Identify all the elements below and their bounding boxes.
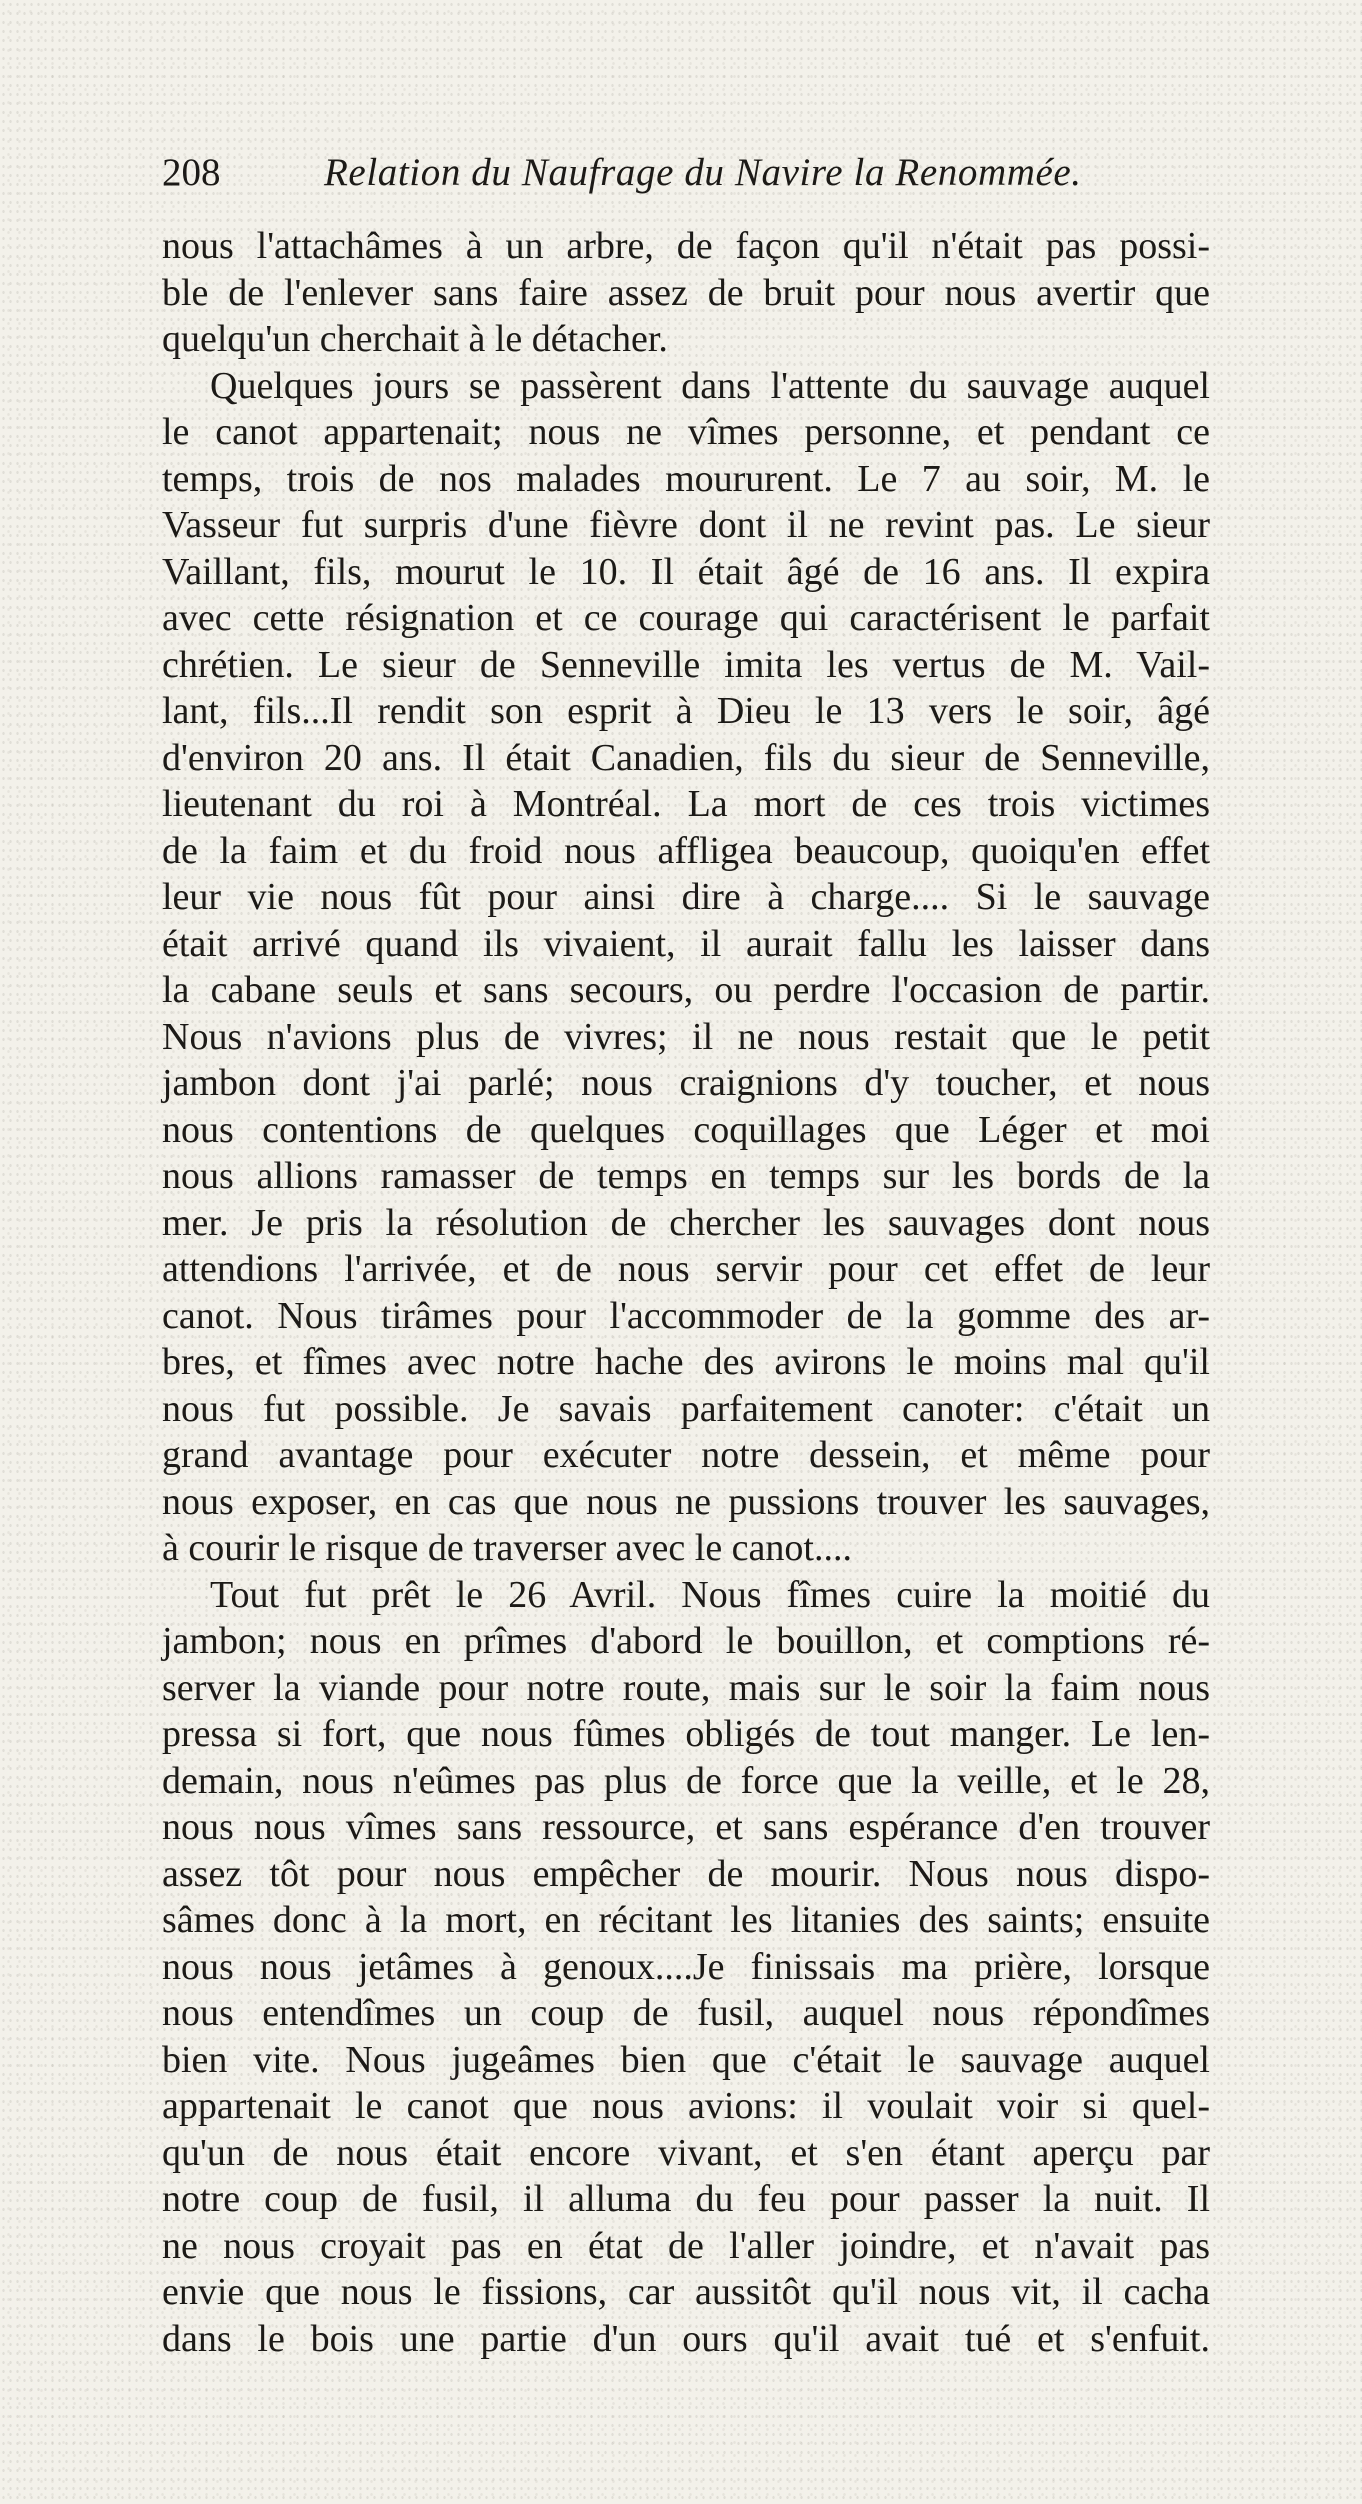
text-line: nous exposer, en cas que nous ne pussions trouver les sauvages, — [162, 1480, 1210, 1523]
text-line: quelqu'un cherchait à le détacher. — [162, 318, 668, 360]
text-line: d'environ 20 ans. Il était Canadien, fils du sieur de Senneville, — [162, 736, 1210, 779]
text-line: le canot appartenait; nous ne vîmes personne, et pendant ce — [162, 411, 1210, 453]
text-line: Nous n'avions plus de vivres; il ne nous restait que le petit — [162, 1015, 1210, 1058]
text-line: chrétien. Le sieur de Senneville imita les vertus de M. Vail- — [162, 643, 1210, 686]
text-line: canot. Nous tirâmes pour l'accommoder de la gomme des ar- — [162, 1294, 1210, 1337]
text-line: lieutenant du roi à Montréal. La mort de ces trois victimes — [162, 783, 1210, 825]
text-line: appartenait le canot que nous avions: il voulait voir si quel- — [162, 2085, 1210, 2127]
book-page — [162, 145, 1210, 2362]
text-line: jambon dont j'ai parlé; nous craignions d'y toucher, et nous — [162, 1062, 1210, 1104]
text-line: temps, trois de nos malades moururent. Le 7 au soir, M. le — [162, 457, 1210, 500]
text-line: server la viande pour notre route, mais sur le soir la faim nous — [162, 1666, 1210, 1709]
text-line: mer. Je pris la résolution de chercher les sauvages dont nous — [162, 1201, 1210, 1244]
text-line: nous contentions de quelques coquillages que Léger et moi — [162, 1108, 1210, 1151]
text-line: pressa si fort, que nous fûmes obligés de tout manger. Le len- — [162, 1713, 1210, 1755]
text-line: était arrivé quand ils vivaient, il aurait fallu les laisser dans — [162, 922, 1210, 965]
body-text — [162, 223, 1210, 2362]
text-line: nous fut possible. Je savais parfaitement canoter: c'était un — [162, 1387, 1210, 1430]
text-line: attendions l'arrivée, et de nous servir pour cet effet de leur — [162, 1248, 1210, 1290]
text-line: grand avantage pour exécuter notre dessein, et même pour — [162, 1434, 1210, 1476]
text-line: nous nous jetâmes à genoux....Je finissais ma prière, lorsque — [162, 1945, 1210, 1988]
text-line: sâmes donc à la mort, en récitant les litanies des saints; ensuite — [162, 1899, 1210, 1941]
text-line: ne nous croyait pas en état de l'aller joindre, et n'avait pas — [162, 2224, 1210, 2267]
text-line: dans le bois une partie d'un ours qu'il avait tué et s'enfuit. — [162, 2317, 1210, 2360]
text-line: nous entendîmes un coup de fusil, auquel nous répondîmes — [162, 1992, 1210, 2034]
text-line: Tout fut prêt le 26 Avril. Nous fîmes cuire la moitié du — [210, 1573, 1210, 1616]
text-line: assez tôt pour nous empêcher de mourir. Nous nous dispo- — [162, 1852, 1210, 1895]
text-line: nous l'attachâmes à un arbre, de façon qu'il n'était pas possi- — [162, 225, 1210, 267]
running-head — [162, 145, 1210, 201]
text-line: de la faim et du froid nous affligea beaucoup, quoiqu'en effet — [162, 829, 1210, 872]
text-line: lant, fils...Il rendit son esprit à Dieu le 13 vers le soir, âgé — [162, 690, 1210, 732]
text-line: demain, nous n'eûmes pas plus de force que la veille, et le 28, — [162, 1759, 1210, 1802]
text-line: bres, et fîmes avec notre hache des avirons le moins mal qu'il — [162, 1341, 1210, 1383]
text-line: nous allions ramasser de temps en temps sur les bords de la — [162, 1155, 1210, 1197]
text-line: ble de l'enlever sans faire assez de bruit pour nous avertir que — [162, 271, 1210, 314]
text-line: nous nous vîmes sans ressource, et sans espérance d'en trouver — [162, 1806, 1210, 1848]
text-line: Vaillant, fils, mourut le 10. Il était âgé de 16 ans. Il expira — [162, 550, 1210, 593]
text-line: avec cette résignation et ce courage qui caractérisent le parfait — [162, 597, 1210, 639]
running-title: Relation du Naufrage du Navire la Renommée. — [324, 151, 1082, 194]
page-number: 208 — [162, 151, 221, 194]
text-line: leur vie nous fût pour ainsi dire à charge.... Si le sauvage — [162, 876, 1210, 918]
text-line: Quelques jours se passèrent dans l'attente du sauvage auquel — [210, 364, 1210, 407]
text-line: bien vite. Nous jugeâmes bien que c'était le sauvage auquel — [162, 2038, 1210, 2081]
text-line: à courir le risque de traverser avec le canot.... — [162, 1527, 852, 1569]
text-line: qu'un de nous était encore vivant, et s'en étant aperçu par — [162, 2131, 1210, 2174]
text-line: Vasseur fut surpris d'une fièvre dont il ne revint pas. Le sieur — [162, 504, 1210, 546]
text-line: la cabane seuls et sans secours, ou perdre l'occasion de partir. — [162, 969, 1210, 1011]
text-line: jambon; nous en prîmes d'abord le bouillon, et comptions ré- — [162, 1620, 1210, 1662]
text-line: envie que nous le fissions, car aussitôt qu'il nous vit, il cacha — [162, 2271, 1210, 2313]
text-line: notre coup de fusil, il alluma du feu pour passer la nuit. Il — [162, 2178, 1210, 2220]
